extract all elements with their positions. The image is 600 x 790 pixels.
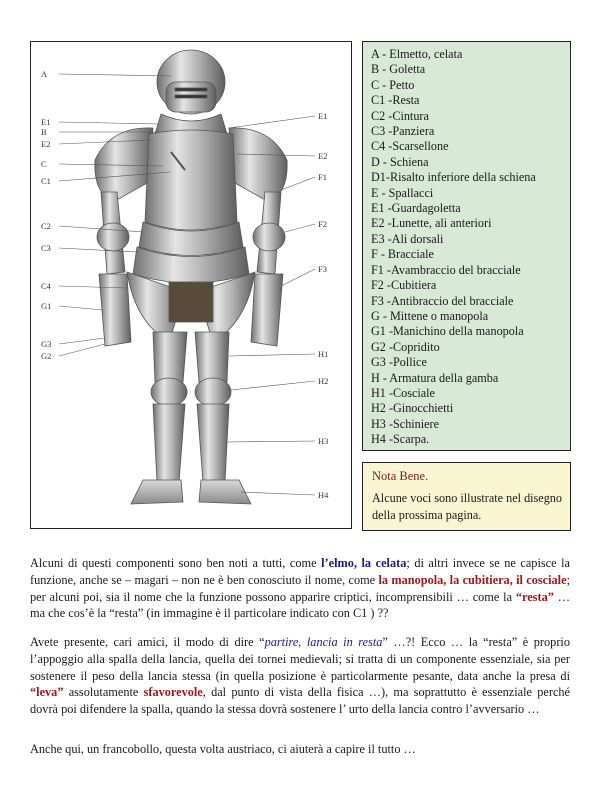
armor-illustration	[31, 42, 351, 528]
label-a: A	[41, 69, 48, 79]
paragraph-2	[30, 634, 570, 718]
legend-item: C2 -Cintura	[371, 108, 429, 123]
legend-item: D - Schiena	[371, 154, 429, 169]
nota-bene-text: Alcune voci sono illustrate nel disegno della prossima pagina.	[372, 491, 562, 522]
highlight-partire: partire, lancia in resta	[264, 635, 383, 649]
label-e1-right: E1	[318, 111, 328, 121]
legend-item: G2 -Copridito	[371, 339, 440, 354]
label-f1: F1	[318, 172, 327, 182]
text-span: ; di altri invece se ne capisce la funzione, anche se – magari – non ne è ben conosciuto il nome, come	[30, 556, 570, 587]
text-span: ” …?! Ecco … la “resta” è proprio l’appoggio alla spalla della lancia, quella dei tornei medievali; si tratta di un componente essenziale, sia per sostenere il peso della lancia stessa (in quella posizione è particolarmente pesante, data anche la presa di	[30, 635, 570, 683]
label-c4: C4	[41, 281, 51, 291]
label-e1-left: E1	[41, 117, 51, 127]
legend-item: C - Petto	[371, 77, 415, 92]
label-g1: G1	[41, 301, 52, 311]
nota-bene-box	[362, 462, 571, 531]
legend-item: F - Bracciale	[371, 247, 434, 262]
text-span: Alcuni di questi componenti sono ben noti a tutti, come	[30, 556, 322, 570]
text-span: assolutamente	[63, 685, 144, 700]
label-h4: H4	[318, 490, 329, 500]
text-span: … ma che cos’è la “resta” (in immagine è il particolare indicato con C1 ) ??	[30, 589, 570, 621]
label-f3: F3	[318, 264, 327, 274]
legend-item: F2 -Cubitiera	[371, 278, 437, 293]
label-c3: C3	[41, 243, 51, 253]
label-h2: H2	[318, 376, 329, 386]
highlight-manopola: la manopola, la cubitiera, il cosciale	[378, 572, 567, 587]
legend-item: D1-Risalto inferiore della schiena	[371, 170, 536, 185]
text-span: , dal punto di vista della fisica …), ma soprattutto è essenziale perché dovrà poi difendere la spalla, quando la stessa dovrà sostenere l’ urto della lancia contro l’avversario …	[30, 685, 571, 717]
legend-item: H2 -Ginocchietti	[371, 401, 454, 416]
legend-item: G1 -Manichino della manopola	[371, 324, 524, 339]
label-h3: H3	[318, 436, 329, 446]
label-c: C	[41, 159, 47, 169]
legend-item: E3 -Ali dorsali	[371, 231, 444, 246]
label-f2: F2	[318, 219, 327, 229]
legend-item: H4 -Scarpa.	[371, 432, 430, 447]
highlight-elmo: l’elmo, la celata	[321, 556, 407, 570]
label-e2-left: E2	[41, 139, 51, 149]
legend-item: E - Spallacci	[371, 185, 434, 200]
legend-item: F1 -Avambraccio del bracciale	[371, 262, 521, 277]
text-span: Avete presente, cari amici, il modo di dire “	[30, 635, 265, 649]
legend-item: E2 -Lunette, ali anteriori	[371, 216, 492, 231]
text-span: ; per alcuni poi, sia il nome che la funzione possono apparire criptici, incomprensibili … come la	[30, 572, 570, 604]
label-e2-right: E2	[318, 151, 328, 161]
legend-item: C4 -Scarsellone	[371, 139, 449, 154]
armor-figure	[30, 41, 352, 529]
left-labels	[41, 69, 52, 361]
legend-item: B - Goletta	[371, 62, 426, 77]
label-c1: C1	[41, 176, 51, 186]
legend-item: H3 -Schiniere	[371, 416, 440, 431]
label-h1: H1	[318, 349, 329, 359]
highlight-leva: “leva”	[30, 685, 64, 700]
right-labels	[318, 111, 329, 500]
highlight-sfavorevole: sfavorevole	[143, 685, 203, 700]
label-b: B	[41, 127, 47, 137]
legend-item: E1 -Guardagoletta	[371, 201, 461, 216]
legend-item: H1 -Cosciale	[371, 385, 435, 400]
legend-item: C1 -Resta	[371, 93, 420, 108]
paragraph-1	[30, 555, 570, 622]
label-g2: G2	[41, 351, 52, 361]
legend-item: C3 -Panziera	[371, 124, 435, 139]
legend-item: A - Elmetto, celata	[371, 47, 463, 61]
legend-item: G3 -Pollice	[371, 355, 427, 370]
legend-box	[362, 41, 571, 451]
legend-item: F3 -Antibraccio del bracciale	[371, 293, 514, 308]
armor-body	[95, 50, 287, 504]
label-g3: G3	[41, 339, 52, 349]
label-c2: C2	[41, 221, 51, 231]
nota-bene-title: Nota Bene.	[372, 469, 429, 483]
legend-item: G - Mittene o manopola	[371, 308, 489, 323]
legend-item: H - Armatura della gamba	[371, 370, 499, 385]
paragraph-3: Anche qui, un francobollo, questa volta austriaco, ci aiuterà a capire il tutto …	[30, 742, 416, 756]
highlight-resta: “resta”	[515, 589, 554, 604]
